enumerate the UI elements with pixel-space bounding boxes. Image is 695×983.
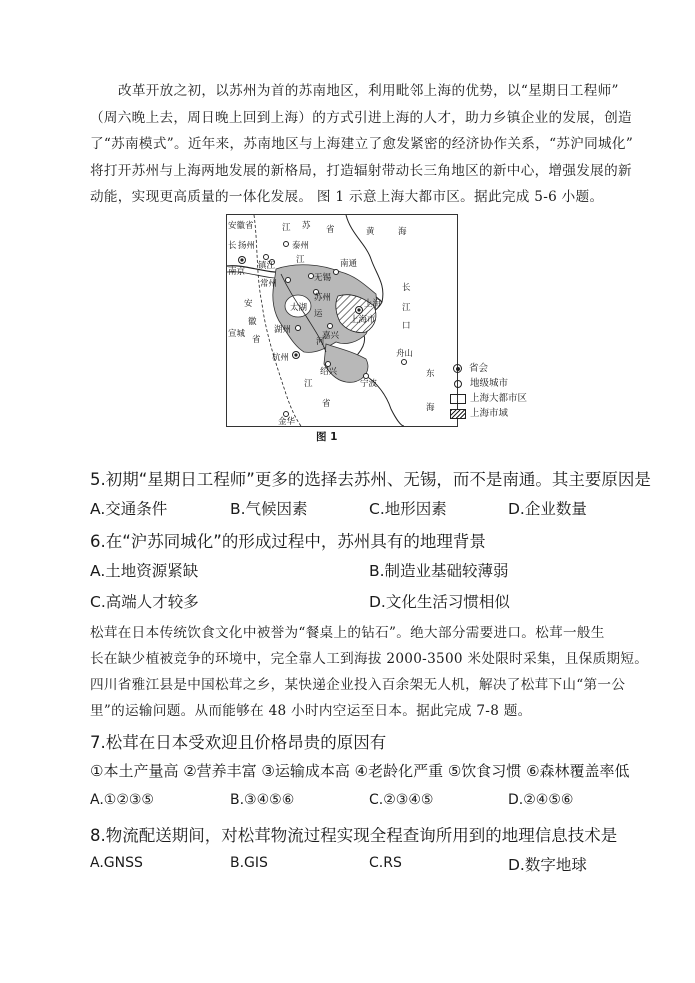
map-label: 黄 bbox=[366, 227, 375, 237]
city-marker bbox=[296, 326, 301, 331]
passage-1-line: （周六晚上去，周日晚上回到上海）的方式引进上海的人才，助力乡镇企业的发展，创造 bbox=[90, 109, 632, 126]
passage-2-line: 里”的运输问题。从而能够在 48 小时内空运至日本。据此完成 7-8 题。 bbox=[90, 703, 532, 719]
question-6-option-b: B.制造业基础较薄弱 bbox=[369, 562, 509, 580]
map-label: 海 bbox=[398, 227, 407, 237]
map-label: 苏州 bbox=[314, 293, 332, 303]
legend-capital bbox=[450, 360, 488, 374]
map-label: 扬州 bbox=[238, 241, 256, 251]
question-7-option-b: B.③④⑤⑥ bbox=[230, 792, 295, 808]
question-8-option-d: D.数字地球 bbox=[508, 856, 587, 874]
question-6-stem: 6.在“沪苏同城化”的形成过程中，苏州具有的地理背景 bbox=[90, 532, 486, 551]
map-label: 江 bbox=[304, 379, 313, 389]
map-label: 江 bbox=[282, 223, 291, 233]
map-label: 嘉兴 bbox=[322, 331, 340, 341]
map-label: 南京 bbox=[228, 267, 246, 277]
shanghai-city-symbol bbox=[450, 409, 466, 419]
map-label: 湖州 bbox=[274, 325, 292, 335]
question-5-option-b: B.气候因素 bbox=[230, 500, 308, 518]
map-label: 上海 bbox=[364, 299, 382, 309]
question-5-option-d: D.企业数量 bbox=[508, 500, 587, 518]
city-marker bbox=[284, 412, 289, 417]
question-6-option-c: C.高端人才较多 bbox=[90, 593, 199, 611]
question-6-option-d: D.文化生活习惯相似 bbox=[369, 593, 510, 611]
city-marker bbox=[328, 324, 333, 329]
map-label: 舟山 bbox=[396, 349, 414, 359]
map-label: 金华 bbox=[278, 417, 296, 427]
question-8-option-c: C.RS bbox=[369, 855, 402, 871]
passage-1-line: 将打开苏州与上海两地发展的新格局，打造辐射带动长三角地区的新中心，增强发展的新 bbox=[90, 162, 632, 179]
map-label: 运 bbox=[314, 309, 323, 319]
question-5-option-c: C.地形因素 bbox=[369, 500, 447, 518]
map-label: 江 bbox=[402, 303, 411, 313]
city-marker bbox=[286, 278, 291, 283]
map-label: 省 bbox=[326, 225, 335, 235]
passage-1 bbox=[90, 78, 635, 211]
map-label: 长 bbox=[228, 241, 237, 251]
legend-metro bbox=[450, 390, 527, 404]
map-label: 镇江 bbox=[258, 261, 276, 271]
passage-2-line: 长在缺少植被竞争的环境中，完全靠人工到海拔 2000-3500 米处限时采集，且保质期短。 bbox=[90, 651, 649, 667]
legend-label: 上海市域 bbox=[470, 408, 509, 419]
map-label: 上海市 bbox=[350, 315, 376, 325]
map-label: 杭州 bbox=[272, 353, 290, 363]
passage-2 bbox=[90, 620, 649, 724]
city-marker bbox=[284, 242, 289, 247]
question-7-stem: 7.松茸在日本受欢迎且价格昂贵的原因有 bbox=[90, 733, 387, 752]
map-label: 南通 bbox=[340, 259, 358, 269]
legend-shanghai-city bbox=[450, 405, 508, 419]
question-7-option-c: C.②③④⑤ bbox=[369, 792, 434, 808]
question-6-option-a: A.土地资源紧缺 bbox=[90, 562, 199, 580]
map-label: 泰州 bbox=[292, 241, 310, 251]
shanghai-metro-map bbox=[226, 214, 458, 427]
legend-label: 上海大都市区 bbox=[470, 393, 528, 404]
map-label: 绍兴 bbox=[320, 367, 338, 377]
map-label: 长 bbox=[402, 283, 411, 293]
city-marker bbox=[364, 374, 369, 379]
metro-symbol bbox=[450, 394, 466, 404]
city-marker bbox=[334, 270, 339, 275]
map-label: 东 bbox=[426, 369, 435, 379]
city-marker bbox=[326, 362, 331, 367]
question-8-option-a: A.GNSS bbox=[90, 855, 143, 871]
question-5-option-a: A.交通条件 bbox=[90, 500, 168, 518]
map-label: 徽 bbox=[248, 317, 257, 327]
map-label: 常州 bbox=[260, 279, 278, 289]
map-label: 宣城 bbox=[228, 329, 246, 339]
figure-caption: 图 1 bbox=[316, 431, 338, 443]
capital-symbol bbox=[453, 364, 462, 373]
map-label: 宁波 bbox=[360, 379, 378, 389]
passage-1-line: 了“苏南模式”。近年来，苏南地区与上海建立了愈发紧密的经济协作关系，“苏沪同城化” bbox=[90, 136, 634, 152]
question-8-option-b: B.GIS bbox=[230, 855, 268, 871]
map-label: 省 bbox=[322, 399, 331, 409]
question-7-option-a: A.①②③⑤ bbox=[90, 792, 154, 808]
legend-label: 地级城市 bbox=[470, 378, 509, 389]
passage-2-line: 松茸在日本传统饮食文化中被誉为“餐桌上的钻石”。绝大部分需要进口。松茸一般生 bbox=[90, 625, 605, 641]
city-symbol bbox=[454, 380, 462, 388]
map-label: 河 bbox=[316, 337, 325, 347]
map-label: 安徽省 bbox=[228, 221, 254, 231]
question-7-factors: ①本土产量高 ②营养丰富 ③运输成本高 ④老龄化严重 ⑤饮食习惯 ⑥森林覆盖率低 bbox=[90, 762, 630, 780]
passage-2-line: 四川省雅江县是中国松茸之乡，某快递企业投入百余架无人机，解决了松茸下山“第一公 bbox=[90, 677, 626, 693]
city-marker bbox=[264, 255, 269, 260]
map-label: 安 bbox=[244, 299, 253, 309]
map-label: 江 bbox=[296, 255, 305, 265]
map-label: 海 bbox=[426, 403, 435, 413]
city-marker bbox=[309, 274, 314, 279]
map-label: 口 bbox=[402, 321, 411, 331]
passage-1-line: 动能，实现更高质量的一体化发展。 图 1 示意上海大都市区。据此完成 5-6 小题。 bbox=[90, 189, 604, 205]
passage-1-line: 改革开放之初，以苏州为首的苏南地区，利用毗邻上海的优势，以“星期日工程师” bbox=[118, 83, 619, 99]
question-8-stem: 8.物流配送期间，对松茸物流过程实现全程查询所用到的地理信息技术是 bbox=[90, 826, 618, 845]
city-marker bbox=[402, 360, 407, 365]
map-label: 苏 bbox=[302, 221, 311, 231]
question-5-stem: 5.初期“星期日工程师”更多的选择去苏州、无锡，而不是南通。其主要原因是 bbox=[90, 470, 651, 489]
legend-city bbox=[450, 375, 508, 389]
map-label: 太湖 bbox=[290, 303, 308, 313]
map-label: 无锡 bbox=[314, 273, 332, 283]
question-7-option-d: D.②④⑤⑥ bbox=[508, 792, 574, 808]
legend-label: 省会 bbox=[469, 363, 489, 374]
map-label: 省 bbox=[252, 335, 261, 345]
